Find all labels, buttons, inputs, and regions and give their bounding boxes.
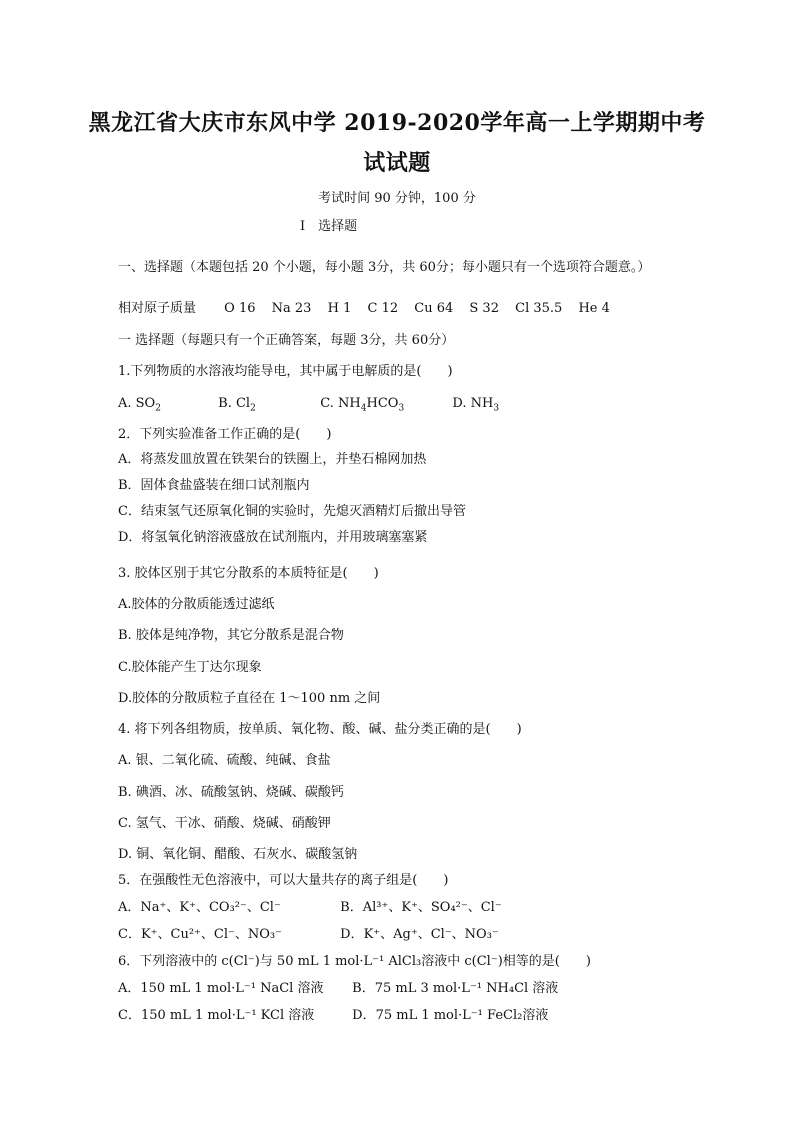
question-4-option-c: C. 氢气、干冰、硝酸、烧碱、硝酸钾 [118, 816, 331, 831]
atomic-mass-item: S 32 [469, 301, 499, 316]
question-2-option-a: A．将蒸发皿放置在铁架台的铁圈上，并垫石棉网加热 [118, 452, 427, 467]
question-6-option-c: C．150 mL 1 mol·L⁻¹ KCl 溶液 [118, 1008, 315, 1023]
question-4-stem: 4. 将下列各组物质，按单质、氧化物、酸、碱、盐分类正确的是( ) [118, 722, 522, 737]
atomic-mass-item: He 4 [578, 301, 610, 316]
question-5-option-c: C．K⁺、Cu²⁺、Cl⁻、NO₃⁻ [118, 927, 282, 942]
atomic-mass-item: H 1 [327, 301, 352, 316]
question-3-option-b: B. 胶体是纯净物，其它分散系是混合物 [118, 628, 344, 643]
section-intro: 一、选择题（本题包括 20 个小题，每小题 3分，共 60分；每小题只有一个选项符合题意。） [118, 260, 651, 275]
question-1-stem: 1.下列物质的水溶液均能导电，其中属于电解质的是( ) [118, 364, 453, 379]
question-5-option-d: D．K⁺、Ag⁺、Cl⁻、NO₃⁻ [340, 927, 499, 942]
atomic-mass-item: Cu 64 [414, 301, 454, 316]
question-3-stem: 3. 胶体区别于其它分散系的本质特征是( ) [118, 566, 379, 581]
question-1-option-c: C. $NH_4HCO_3$ [320, 396, 405, 414]
question-6-options-ab [118, 980, 738, 998]
question-5-option-a: A．Na⁺、K⁺、CO₃²⁻、Cl⁻ [118, 900, 281, 915]
question-2-stem: 2．下列实验准备工作正确的是( ) [118, 427, 332, 442]
question-3-option-c: C.胶体能产生丁达尔现象 [118, 660, 262, 675]
question-6-option-d: D．75 mL 1 mol·L⁻¹ FeCl₂溶液 [352, 1008, 549, 1023]
question-2-option-c: C．结束氢气还原氧化铜的实验时，先熄灭酒精灯后撤出导管 [118, 504, 466, 519]
question-5-option-b: B．Al³⁺、K⁺、SO₄²⁻、Cl⁻ [340, 900, 502, 915]
atomic-mass-item: C 12 [367, 301, 399, 316]
section-header: 一 选择题（每题只有一个正确答案，每题 3分，共 60分） [118, 333, 455, 348]
atomic-mass-item: Cl 35.5 [515, 301, 563, 316]
question-1-option-d: D. $NH_3$ [452, 396, 500, 414]
title-line-2: 试试题 [363, 150, 431, 176]
question-6-stem: 6．下列溶液中的 c(Cl⁻)与 50 mL 1 mol·L⁻¹ AlCl₃溶液中 c(Cl⁻)相等的是( ) [118, 954, 591, 969]
question-5-stem: 5．在强酸性无色溶液中，可以大量共存的离子组是( ) [118, 873, 449, 888]
question-4-option-b: B. 碘酒、冰、硫酸氢钠、烧碱、碳酸钙 [118, 785, 344, 800]
question-3-option-a: A.胶体的分散质能透过滤纸 [118, 597, 275, 612]
question-6-option-b: B．75 mL 3 mol·L⁻¹ NH₄Cl 溶液 [352, 981, 559, 996]
atomic-mass-item: Na 23 [271, 301, 312, 316]
atomic-mass-row [118, 300, 738, 318]
question-5-options-cd [118, 926, 738, 944]
exam-info: 考试时间 90 分钟，100 分 [318, 191, 476, 206]
question-1-options [118, 395, 738, 413]
question-2-option-d: D．将氢氧化钠溶液盛放在试剂瓶内，并用玻璃塞塞紧 [118, 530, 428, 545]
question-6-options-cd [118, 1007, 738, 1025]
question-2-option-b: B．固体食盐盛装在细口试剂瓶内 [118, 478, 310, 493]
title-line-1: 黑龙江省大庆市东风中学 2019-2020学年高一上学期期中考 [88, 110, 706, 136]
part-label: I 选择题 [300, 219, 358, 234]
question-4-option-d: D. 铜、氧化铜、醋酸、石灰水、碳酸氢钠 [118, 847, 358, 862]
atomic-mass-item: O 16 [224, 301, 256, 316]
question-1-option-a: A. $SO_2$ [118, 396, 161, 414]
question-4-option-a: A. 银、二氧化硫、硫酸、纯碱、食盐 [118, 753, 331, 768]
question-1-option-b: B. $Cl_2$ [218, 396, 256, 414]
question-3-option-d: D.胶体的分散质粒子直径在 1～100 nm 之间 [118, 691, 381, 706]
question-5-options-ab [118, 899, 738, 917]
atomic-mass-label: 相对原子质量 [118, 301, 197, 316]
question-6-option-a: A．150 mL 1 mol·L⁻¹ NaCl 溶液 [118, 981, 324, 996]
